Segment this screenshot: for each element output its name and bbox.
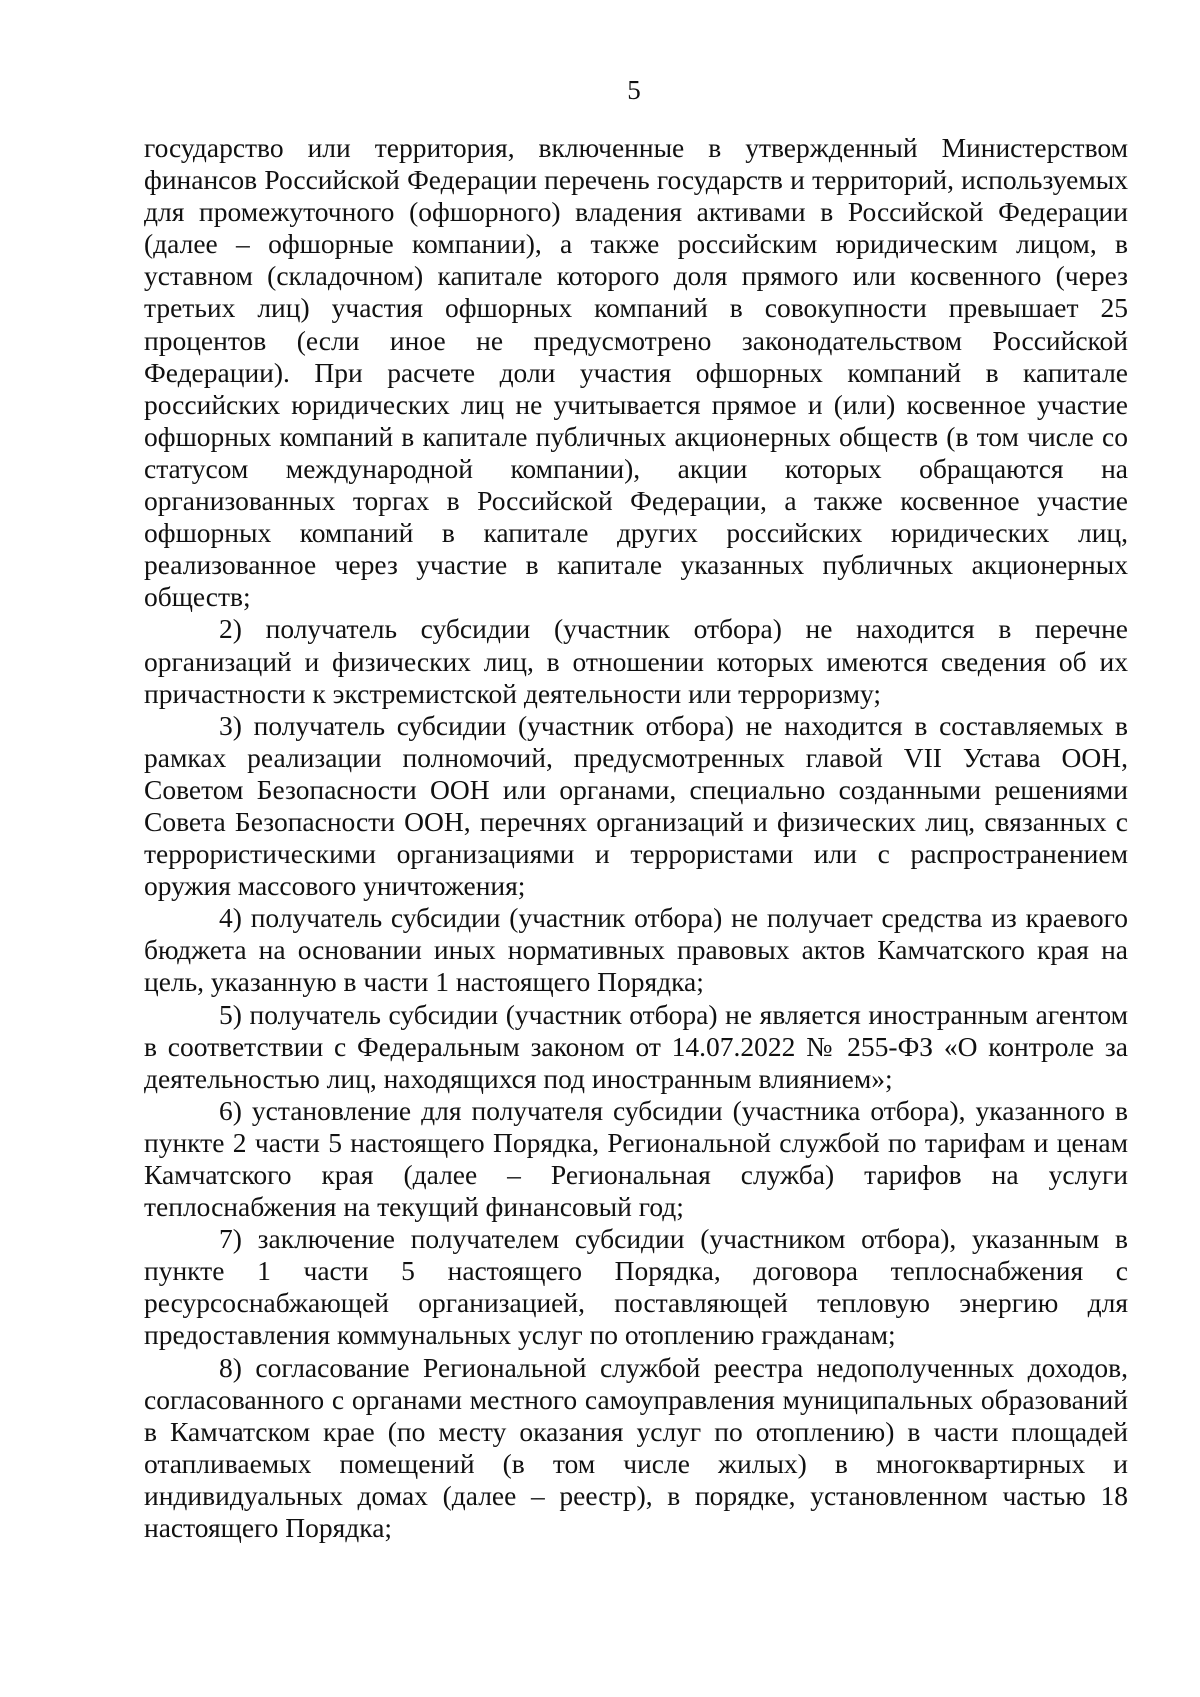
paragraph-item-6: 6) установление для получателя субсидии (участника отбора), указанного в пункте 2 части 5 настоящего Порядка, Региональной службой по тарифам и ценам Камчатского края (далее – Региональная служба) тарифов на услуги теплоснабжения на текущий финансовый год; (144, 1094, 1128, 1223)
paragraph-continuation: государство или территория, включенные в утвержденный Министерством финансов Российской Федерации перечень государств и территорий, используемых для промежуточного (офшорного) владения активами в Российской Федерации (далее – офшорные компании), а также российским юридическим лицом, в уставном (складочном) капитале которого доля прямого или косвенного (через третьих лиц) участия офшорных компаний в совокупности превышает 25 процентов (если иное не предусмотрено законодательством Российской Федерации). При расчете доли участия офшорных компаний в капитале российских юридических лиц не учитывается прямое и (или) косвенное участие офшорных компаний в капитале публичных акционерных обществ (в том числе со статусом международной компании), акции которых обращаются на организованных торгах в Российской Федерации, а также косвенное участие офшорных компаний в капитале других российских юридических лиц, реализованное через участие в капитале указанных публичных акционерных обществ; (144, 132, 1128, 613)
paragraph-item-7: 7) заключение получателем субсидии (участником отбора), указанным в пункте 1 части 5 настоящего Порядка, договора теплоснабжения с ресурсоснабжающей организацией, поставляющей тепловую энергию для предоставления коммунальных услуг по отоплению гражданам; (144, 1223, 1128, 1351)
paragraph-item-5: 5) получатель субсидии (участник отбора) не является иностранным агентом в соответствии с Федеральным законом от 14.07.2022 № 255-ФЗ «О контроле за деятельностью лиц, находящихся под иностранным влиянием»; (144, 998, 1128, 1094)
paragraph-item-2: 2) получатель субсидии (участник отбора) не находится в перечне организаций и физических лиц, в отношении которых имеются сведения об их причастности к экстремистской деятельности или терроризму; (144, 613, 1128, 709)
paragraph-item-4: 4) получатель субсидии (участник отбора) не получает средства из краевого бюджета на основании иных нормативных правовых актов Камчатского края на цель, указанную в части 1 настоящего Порядка; (144, 902, 1128, 998)
paragraph-item-8: 8) согласование Региональной службой реестра недополученных доходов, согласованного с органами местного самоуправления муниципальных образований в Камчатском крае (по месту оказания услуг по отоплению) в части площадей отапливаемых помещений (в том числе жилых) в многоквартирных и индивидуальных домах (далее – реестр), в порядке, установленном частью 18 настоящего Порядка; (144, 1351, 1128, 1544)
page-number: 5 (627, 75, 641, 105)
paragraph-item-3: 3) получатель субсидии (участник отбора) не находится в составляемых в рамках реализации полномочий, предусмотренных главой VII Устава ООН, Советом Безопасности ООН или органами, специально созданными решениями Совета Безопасности ООН, перечнях организаций и физических лиц, связанных с террористическими организациями и террористами или с распространением оружия массового уничтожения; (144, 709, 1128, 902)
document-body (144, 132, 1128, 1544)
